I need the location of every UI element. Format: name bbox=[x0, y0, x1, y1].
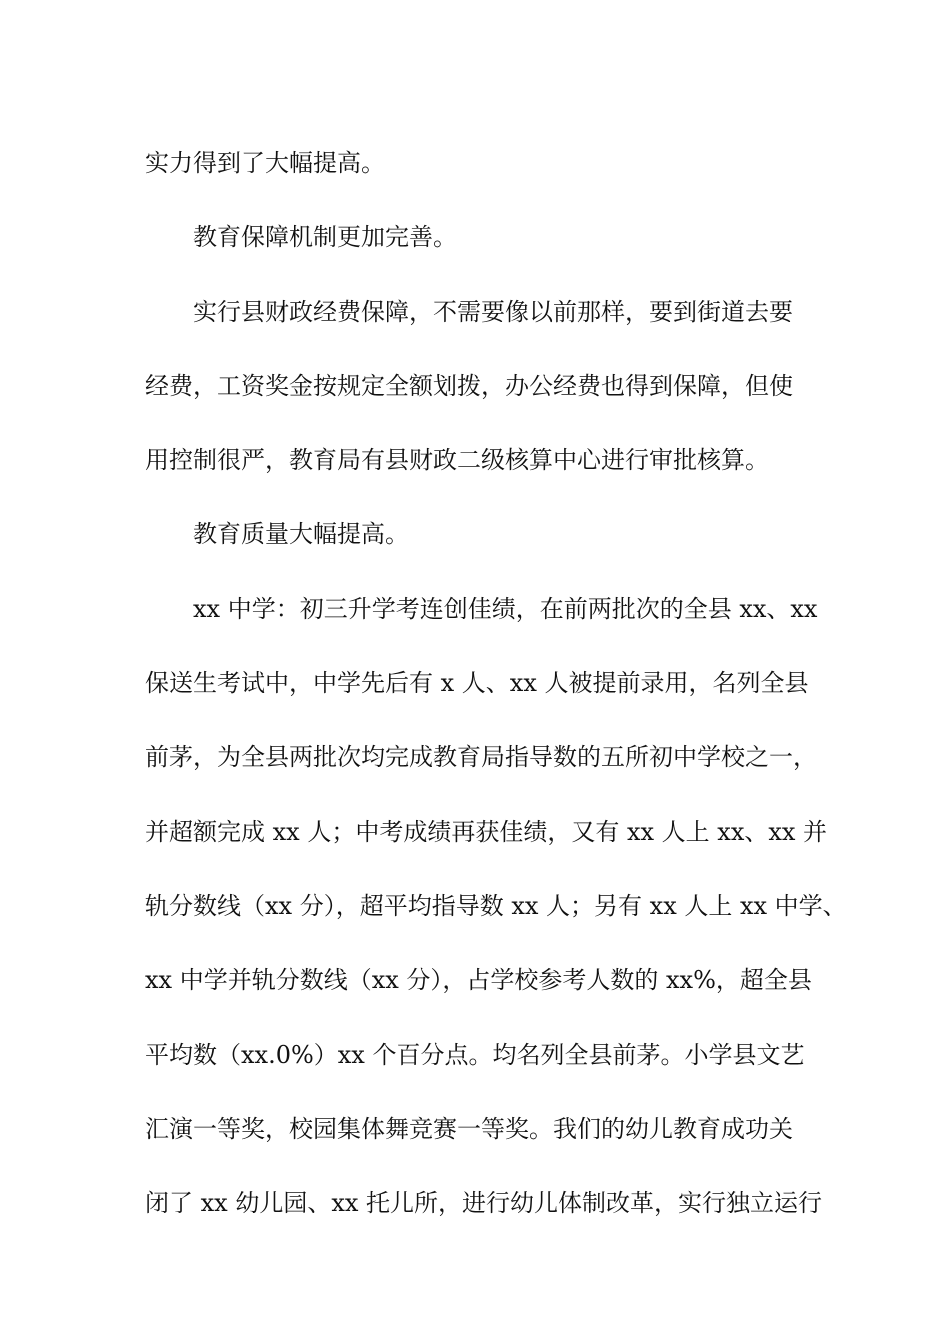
text-line: 用控制很严，教育局有县财政二级核算中心进行审批核算。 bbox=[145, 446, 769, 475]
text-line: 平均数（xx.0%）xx 个百分点。均名列全县前茅。小学县文艺 bbox=[145, 1040, 805, 1069]
text-line: 保送生考试中，中学先后有 x 人、xx 人被提前录用，名列全县 bbox=[145, 669, 809, 698]
body-text bbox=[145, 126, 847, 1240]
text-line: 前茅，为全县两批次均完成教育局指导数的五所初中学校之一， bbox=[145, 743, 817, 772]
text-line: 实力得到了大幅提高。 bbox=[145, 149, 385, 177]
text-line: 经费，工资奖金按规定全额划拨，办公经费也得到保障，但使 bbox=[145, 371, 793, 400]
paragraph-heading: 教育保障机制更加完善。 bbox=[193, 223, 457, 252]
text-line: xx 中学并轨分数线（xx 分），占学校参考人数的 xx%，超全县 bbox=[145, 966, 812, 995]
text-line: 并超额完成 xx 人；中考成绩再获佳绩，又有 xx 人上 xx、xx 并 bbox=[145, 817, 828, 846]
text-line: 轨分数线（xx 分），超平均指导数 xx 人；另有 xx 人上 xx 中学、 bbox=[145, 891, 847, 920]
text-line: 汇演一等奖，校园集体舞竞赛一等奖。我们的幼儿教育成功关 bbox=[145, 1114, 793, 1143]
text-line: 实行县财政经费保障，不需要像以前那样，要到街道去要 bbox=[193, 297, 793, 326]
text-line: xx 中学：初三升学考连创佳绩，在前两批次的全县 xx、xx bbox=[193, 594, 818, 623]
text-line: 闭了 xx 幼儿园、xx 托儿所，进行幼儿体制改革，实行独立运行 bbox=[145, 1189, 823, 1218]
paragraph-heading: 教育质量大幅提高。 bbox=[193, 520, 409, 549]
